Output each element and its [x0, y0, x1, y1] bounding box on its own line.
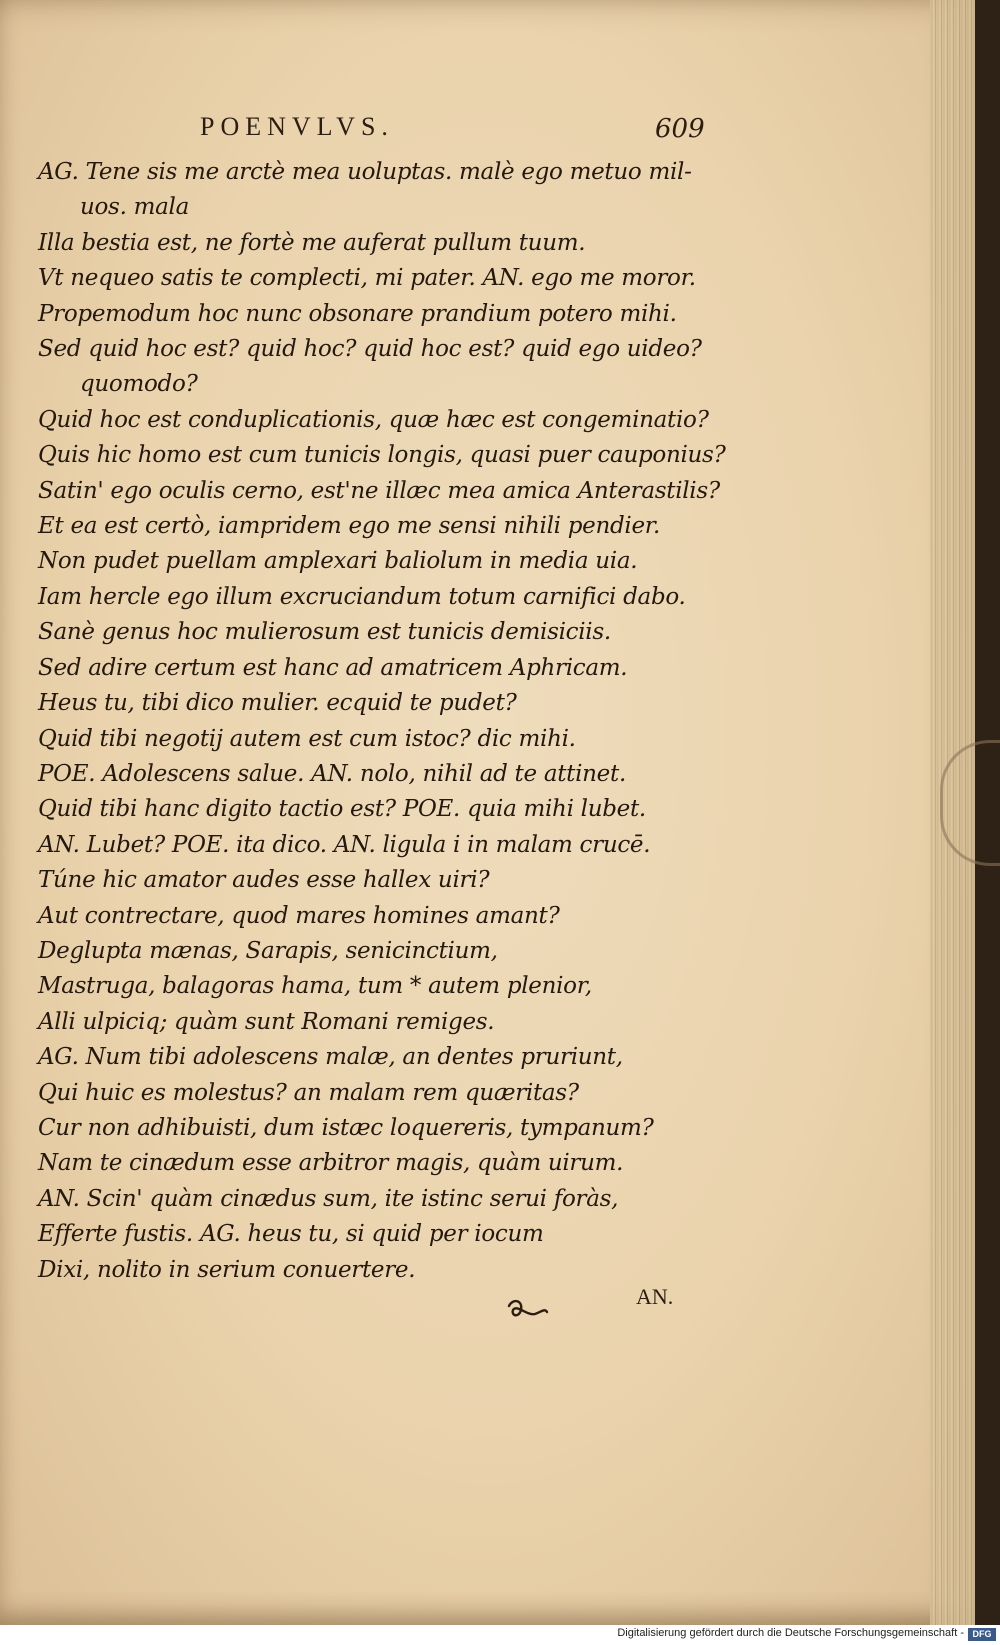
digitization-footer — [0, 1625, 1000, 1645]
verse-line: Quis hic homo est cum tunicis longis, quasi puer cauponius? — [38, 442, 726, 469]
verse-line: Quid tibi negotij autem est cum istoc? dic mihi. — [38, 725, 576, 752]
verse-line: Mastruga, balagoras hama, tum * autem plenior, — [38, 973, 592, 1000]
verse-line: Deglupta mænas, Sarapis, senicinctium, — [38, 937, 498, 964]
verse-line: Dixi, nolito in serium conuertere. — [38, 1256, 416, 1283]
verse-line: Illa bestia est, ne fortè me auferat pullum tuum. — [38, 229, 586, 256]
verse-line: Túne hic amator audes esse hallex uiri? — [38, 867, 490, 894]
verse-line: Nam te cinædum esse arbitror magis, quàm uirum. — [38, 1150, 624, 1177]
verse-line: Vt nequeo satis te complecti, mi pater. AN. ego me moror. — [38, 265, 696, 292]
verse-line: AG. Num tibi adolescens malæ, an dentes pruriunt, — [38, 1044, 623, 1071]
verse-line: Sed adire certum est hanc ad amatricem Aphricam. — [38, 654, 628, 681]
verse-line: quomodo? — [80, 371, 198, 398]
verse-line: Alli ulpiciq; quàm sunt Romani remiges. — [38, 1008, 495, 1035]
verse-line: Propemodum hoc nunc obsonare prandium potero mihi. — [38, 300, 677, 327]
footer-credit: Digitalisierung gefördert durch die Deutsche Forschungsgemeinschaft - — [617, 1627, 964, 1639]
page-header — [200, 112, 720, 152]
verse-line: Quid hoc est conduplicationis, quæ hæc est congeminatio? — [38, 406, 709, 433]
running-title: POENVLVS. — [200, 112, 394, 141]
page-number: 609 — [655, 114, 705, 144]
verse-line: Non pudet puellam amplexari baliolum in media uia. — [38, 548, 638, 575]
verse-line: Et ea est certò, iampridem ego me sensi nihili pendier. — [38, 513, 660, 540]
verse-line: Aut contrectare, quod mares homines amant? — [38, 902, 560, 929]
verse-line: AN. Lubet? POE. ita dico. AN. ligula i in malam crucē. — [38, 831, 651, 858]
catchword: AN. — [636, 1284, 674, 1309]
verse-line: uos. mala — [80, 194, 189, 221]
verse-line: AN. Scin' quàm cinædus sum, ite istinc serui foràs, — [38, 1185, 619, 1212]
verse-line: Qui huic es molestus? an malam rem quæritas? — [38, 1079, 579, 1106]
verse-line: Sanè genus hoc mulierosum est tunicis demisiciis. — [38, 619, 611, 646]
dfg-logo-icon: DFG — [968, 1628, 996, 1641]
verse-line: POE. Adolescens salue. AN. nolo, nihil ad te attinet. — [38, 760, 626, 787]
verse-line: Sed quid hoc est? quid hoc? quid hoc est? quid ego uideo? — [38, 336, 702, 363]
verse-line: Iam hercle ego illum excruciandum totum carnifici dabo. — [38, 583, 686, 610]
verse-line: Satin' ego oculis cerno, est'ne illæc mea amica Anterastilis? — [38, 477, 720, 504]
verse-line: Cur non adhibuisti, dum istæc loquereris, tympanum? — [38, 1114, 654, 1141]
signature-mark-icon — [505, 1296, 550, 1326]
verse-line: AG. Tene sis me arctè mea uoluptas. malè ego metuo mil- — [38, 159, 692, 185]
verse-line: Heus tu, tibi dico mulier. ecquid te pudet? — [38, 690, 517, 717]
verse-line: Quid tibi hanc digito tactio est? POE. quia mihi lubet. — [38, 796, 646, 823]
verse-text-block — [38, 155, 898, 1288]
verse-line: Efferte fustis. AG. heus tu, si quid per iocum — [38, 1221, 544, 1248]
